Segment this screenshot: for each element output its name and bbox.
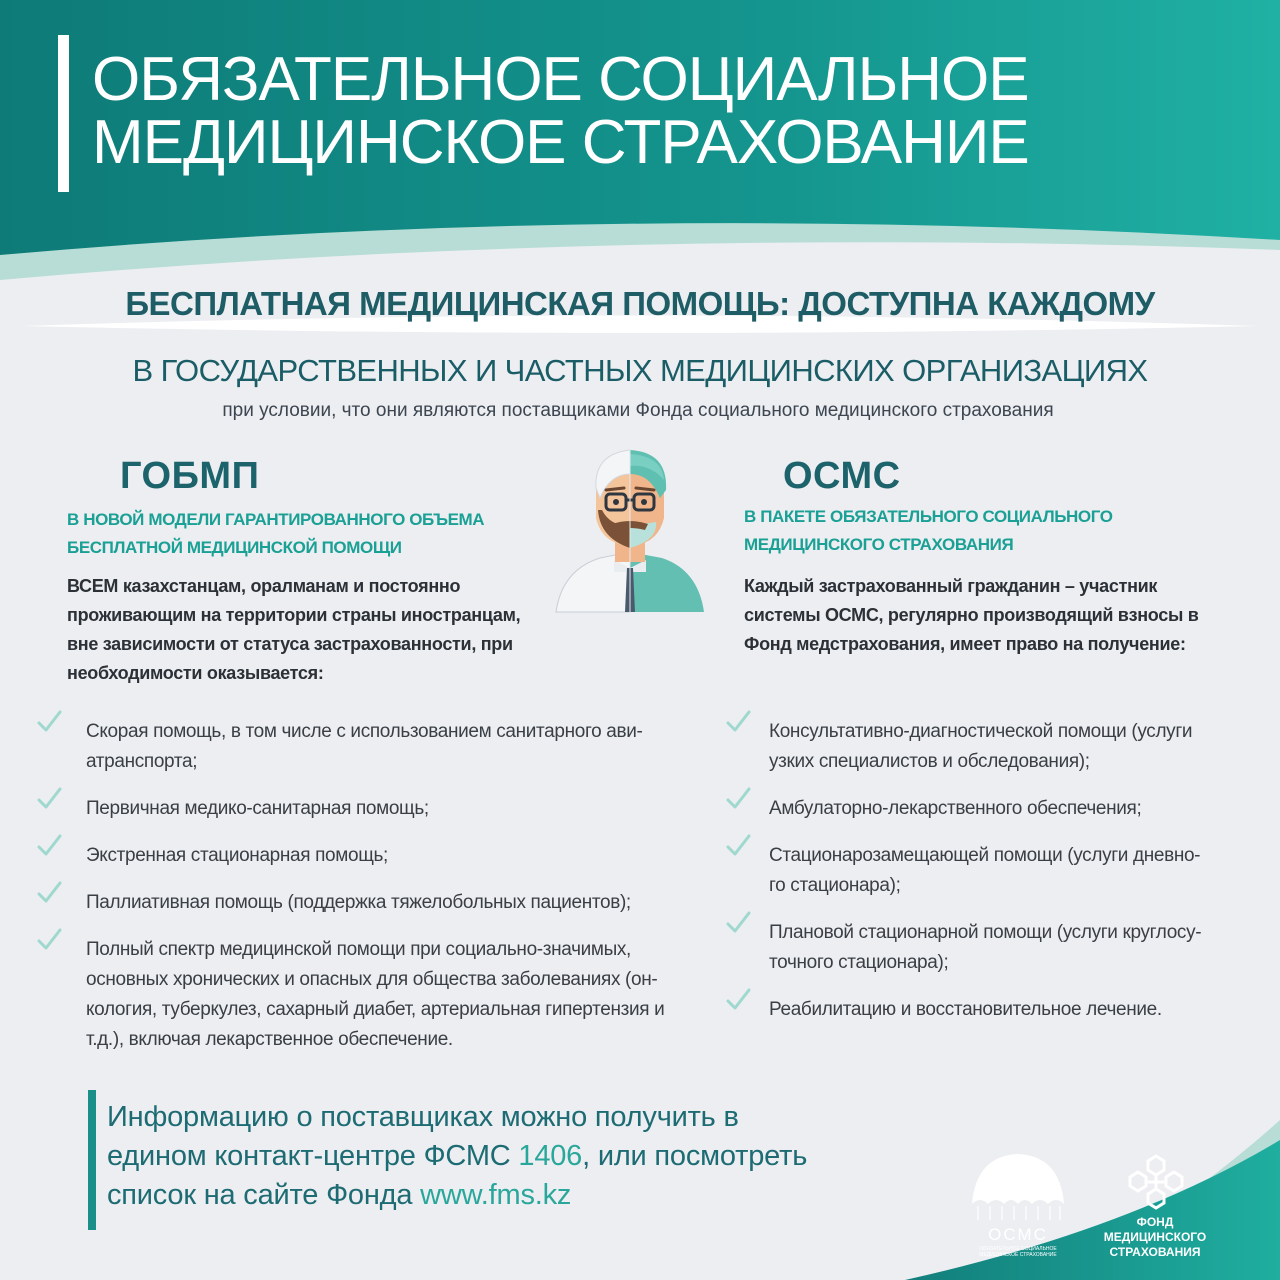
checkmark-icon	[36, 879, 62, 905]
list-item	[50, 717, 708, 777]
list-item	[50, 794, 708, 824]
list-item	[737, 794, 1251, 824]
list-item-line: Скорая помощь, в том числе с использованием санитарного ави-	[86, 721, 643, 742]
list-item	[737, 841, 1251, 901]
info-text	[107, 1098, 807, 1215]
fund-logo-line: МЕДИЦИНСКОГО	[1103, 1230, 1207, 1244]
fund-logo-line: СТРАХОВАНИЯ	[1109, 1245, 1201, 1259]
list-item	[50, 888, 708, 918]
info-text-part: список на сайте Фонда	[107, 1179, 421, 1211]
osms-body-line: системы ОСМС, регулярно производящий взносы в	[744, 605, 1199, 625]
osms-logo-text: ОСМС	[988, 1225, 1048, 1244]
gobmp-body-line: проживающим на территории страны иностранцам,	[67, 605, 521, 625]
gobmp-title: ГОБМП	[120, 455, 260, 497]
list-item-line: Реабилитацию и восстановительное лечение.	[769, 999, 1162, 1020]
list-item-line: кология, туберкулез, сахарный диабет, артериальная гипертензия и	[86, 999, 665, 1020]
section-note: при условии, что они являются поставщиками Фонда социального медицинского страхования	[222, 400, 1054, 421]
info-text-part: , или посмотреть	[582, 1140, 808, 1172]
list-item-line: узких специалистов и обследования);	[769, 751, 1090, 772]
osms-subtitle	[744, 503, 1113, 559]
banner-heading: БЕСПЛАТНАЯ МЕДИЦИНСКАЯ ПОМОЩЬ: ДОСТУПНА КАЖДОМУ	[125, 285, 1155, 322]
gobmp-body-line: вне зависимости от статуса застрахованности, при	[67, 634, 513, 654]
checkmark-icon	[36, 926, 62, 952]
gobmp-body-line: ВСЕМ казахстанцам, оралманам и постоянно	[67, 576, 461, 596]
title-line-1: ОБЯЗАТЕЛЬНОЕ СОЦИАЛЬНОЕ	[92, 45, 1029, 114]
fund-logo-text	[1085, 1215, 1225, 1260]
website-link[interactable]: www.fms.kz	[420, 1179, 572, 1211]
osms-body	[744, 572, 1199, 659]
section-subheading: В ГОСУДАРСТВЕННЫХ И ЧАСТНЫХ МЕДИЦИНСКИХ ОРГАНИЗАЦИЯХ	[132, 353, 1148, 388]
fund-logo-icon	[1126, 1152, 1186, 1212]
list-item-line: Полный спектр медицинской помощи при социально-значимых,	[86, 939, 631, 960]
checkmark-icon	[725, 708, 751, 734]
list-item-line: Стационарозамещающей помощи (услуги дневно-	[769, 845, 1201, 866]
list-item-line: точного стационара);	[769, 952, 949, 973]
checkmark-icon	[725, 986, 751, 1012]
gobmp-subtitle-line-1: В НОВОЙ МОДЕЛИ ГАРАНТИРОВАННОГО ОБЪЕМА	[67, 510, 485, 529]
checkmark-icon	[725, 832, 751, 858]
title-line-2: МЕДИЦИНСКОЕ СТРАХОВАНИЕ	[92, 108, 1029, 178]
list-item-line: основных хронических и опасных для общества заболеваниях (он-	[86, 969, 658, 990]
list-item-line: атранспорта;	[86, 751, 198, 772]
info-text-part: едином контакт-центре ФСМС	[107, 1140, 519, 1172]
checkmark-icon	[36, 832, 62, 858]
list-item-line: Первичная медико-санитарная помощь;	[86, 798, 429, 819]
gobmp-subtitle	[67, 506, 484, 562]
checkmark-icon	[36, 785, 62, 811]
list-item-line: т.д.), включая лекарственное обеспечение.	[86, 1029, 453, 1050]
list-item	[737, 995, 1251, 1025]
osms-logo-subtext: ОБЯЗАТЕЛЬНОЕ СОЦИАЛЬНОЕ МЕДИЦИНСКОЕ СТРАХОВАНИЕ	[979, 1246, 1057, 1258]
list-item	[50, 841, 708, 871]
gobmp-subtitle-line-2: БЕСПЛАТНОЙ МЕДИЦИНСКОЙ ПОМОЩИ	[67, 538, 402, 557]
osms-title: ОСМС	[783, 455, 901, 497]
osms-subtitle-line-2: МЕДИЦИНСКОГО СТРАХОВАНИЯ	[744, 535, 1014, 554]
info-line-3	[107, 1176, 807, 1215]
checkmark-icon	[725, 909, 751, 935]
checkmark-icon	[725, 785, 751, 811]
list-item-line: Паллиативная помощь (поддержка тяжелобольных пациентов);	[86, 892, 631, 913]
list-item-line: Амбулаторно-лекарственного обеспечения;	[769, 798, 1142, 819]
checkmark-icon	[36, 708, 62, 734]
list-item-line: Экстренная стационарная помощь;	[86, 845, 388, 866]
title-accent-bar	[58, 35, 69, 192]
info-accent-bar	[88, 1090, 96, 1230]
list-item-line: Консультативно-диагностической помощи (услуги	[769, 721, 1193, 742]
list-item	[50, 935, 708, 1055]
osms-body-line: Фонд медстрахования, имеет право на получение:	[744, 634, 1186, 654]
osms-subtitle-line-1: В ПАКЕТЕ ОБЯЗАТЕЛЬНОГО СОЦИАЛЬНОГО	[744, 507, 1113, 526]
doctor-illustration	[550, 440, 710, 620]
list-item	[737, 717, 1251, 777]
info-line-1: Информацию о поставщиках можно получить в	[107, 1101, 739, 1133]
info-line-2	[107, 1137, 807, 1176]
gobmp-body	[67, 572, 520, 688]
contact-phone: 1406	[518, 1140, 583, 1172]
list-item-line: Плановой стационарной помощи (услуги круглосу-	[769, 922, 1202, 943]
osms-body-line: Каждый застрахованный гражданин – участник	[744, 576, 1158, 596]
list-item	[737, 918, 1251, 978]
gobmp-body-line: необходимости оказывается:	[67, 663, 324, 683]
fund-logo-line: ФОНД	[1136, 1215, 1174, 1229]
page-title	[92, 45, 1029, 178]
list-item-line: го стационара);	[769, 875, 901, 896]
